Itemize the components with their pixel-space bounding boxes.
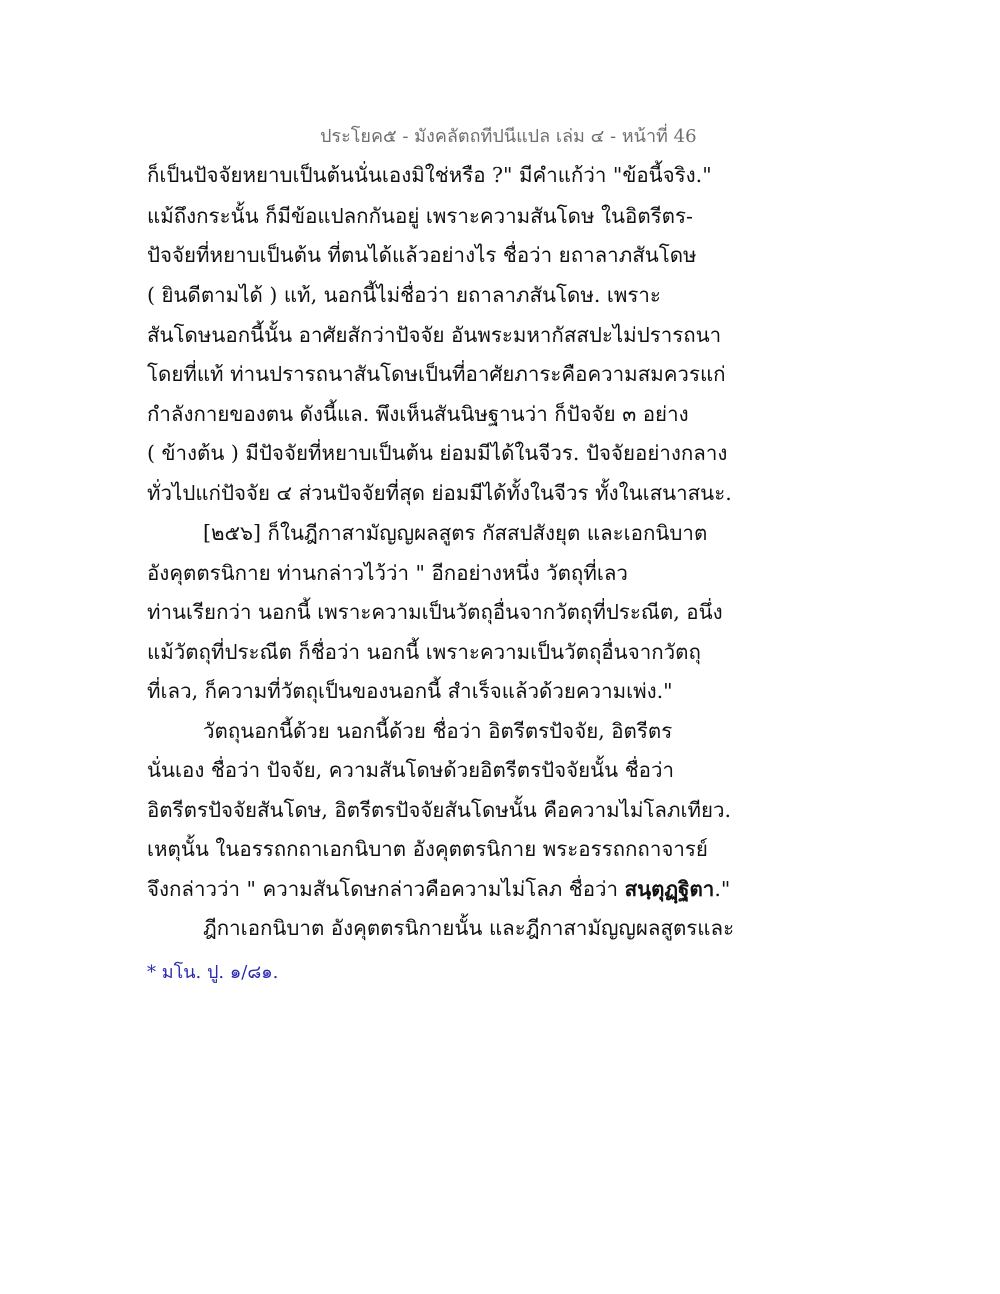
paragraph-start-line: วัตถุนอกนี้ด้วย นอกนี้ด้วย ชื่อว่า อิตรีตรปัจจัย, อิตรีตร [203,719,673,743]
text-line: ก็เป็นปัจจัยหยาบเป็นต้นนั่นเองมิใช่หรือ ?" มีคำแก้ว่า "ข้อนี้จริง." [147,163,712,187]
text-line: อิตรีตรปัจจัยสันโดษ, อิตรีตรปัจจัยสันโดษนั้น คือความไม่โลภเทียว. [147,798,732,822]
text-line: โดยที่แท้ ท่านปรารถนาสันโดษเป็นที่อาศัยภาระคือความสมควรแก่ [147,362,726,386]
page-header: ประโยค๕ - มังคลัตถทีปนีแปล เล่ม ๔ - หน้าที่ 46 [320,126,697,147]
footnote: * มโน. ปู. ๑/๘๑. [147,962,279,983]
text-line: แม้ถึงกระนั้น ก็มีข้อแปลกกันอยู่ เพราะความสันโดษ ในอิตรีตร- [147,204,693,228]
paragraph-start-line: ฎีกาเอกนิบาต อังคุตตรนิกายนั้น และฎีกาสามัญญผลสูตรและ [203,916,735,940]
paragraph-start-line: [๒๕๖] ก็ในฎีกาสามัญญผลสูตร กัสสปสังยุต และเอกนิบาต [203,521,708,545]
text-line: อังคุตตรนิกาย ท่านกล่าวไว้ว่า " อีกอย่างหนึ่ง วัตถุที่เลว [147,561,628,585]
bold-pali-term: สนฺตุฏฺฐิตา [624,877,715,901]
text-line: เหตุนั้น ในอรรถกถาเอกนิบาต อังคุตตรนิกาย พระอรรถกถาจารย์ [147,837,708,861]
text-line: ปัจจัยที่หยาบเป็นต้น ที่ตนได้แล้วอย่างไร ชื่อว่า ยถาลาภสันโดษ [147,243,697,267]
text-line: ( ข้างต้น ) มีปัจจัยที่หยาบเป็นต้น ย่อมมีได้ในจีวร. ปัจจัยอย่างกลาง [147,441,728,465]
text-line: แม้วัตถุที่ประณีต ก็ชื่อว่า นอกนี้ เพราะความเป็นวัตถุอื่นจากวัตถุ [147,640,701,664]
text-line: ที่เลว, ก็ความที่วัตถุเป็นของนอกนี้ สำเร็จแล้วด้วยความเพ่ง." [147,679,673,703]
text-line-with-term [147,876,730,902]
text-line: ท่านเรียกว่า นอกนี้ เพราะความเป็นวัตถุอื่นจากวัตถุที่ประณีต, อนึ่ง [147,600,723,624]
text-line-start: จึงกล่าวว่า " ความสันโดษกล่าวคือความไม่โลภ ชื่อว่า [147,877,625,901]
closing-quote: ." [714,877,731,901]
text-line: ทั่วไปแก่ปัจจัย ๔ ส่วนปัจจัยที่สุด ย่อมมีได้ทั้งในจีวร ทั้งในเสนาสนะ. [147,481,732,505]
text-line: นั่นเอง ชื่อว่า ปัจจัย, ความสันโดษด้วยอิตรีตรปัจจัยนั้น ชื่อว่า [147,758,674,782]
text-line: สันโดษนอกนี้นั้น อาศัยสักว่าปัจจัย อันพระมหากัสสปะไม่ปรารถนา [147,323,722,347]
text-line: กำลังกายของตน ดังนี้แล. พึงเห็นสันนิษฐานว่า ก็ปัจจัย ๓ อย่าง [147,402,689,426]
text-line: ( ยินดีตามได้ ) แท้, นอกนี้ไม่ชื่อว่า ยถาลาภสันโดษ. เพราะ [147,283,661,307]
